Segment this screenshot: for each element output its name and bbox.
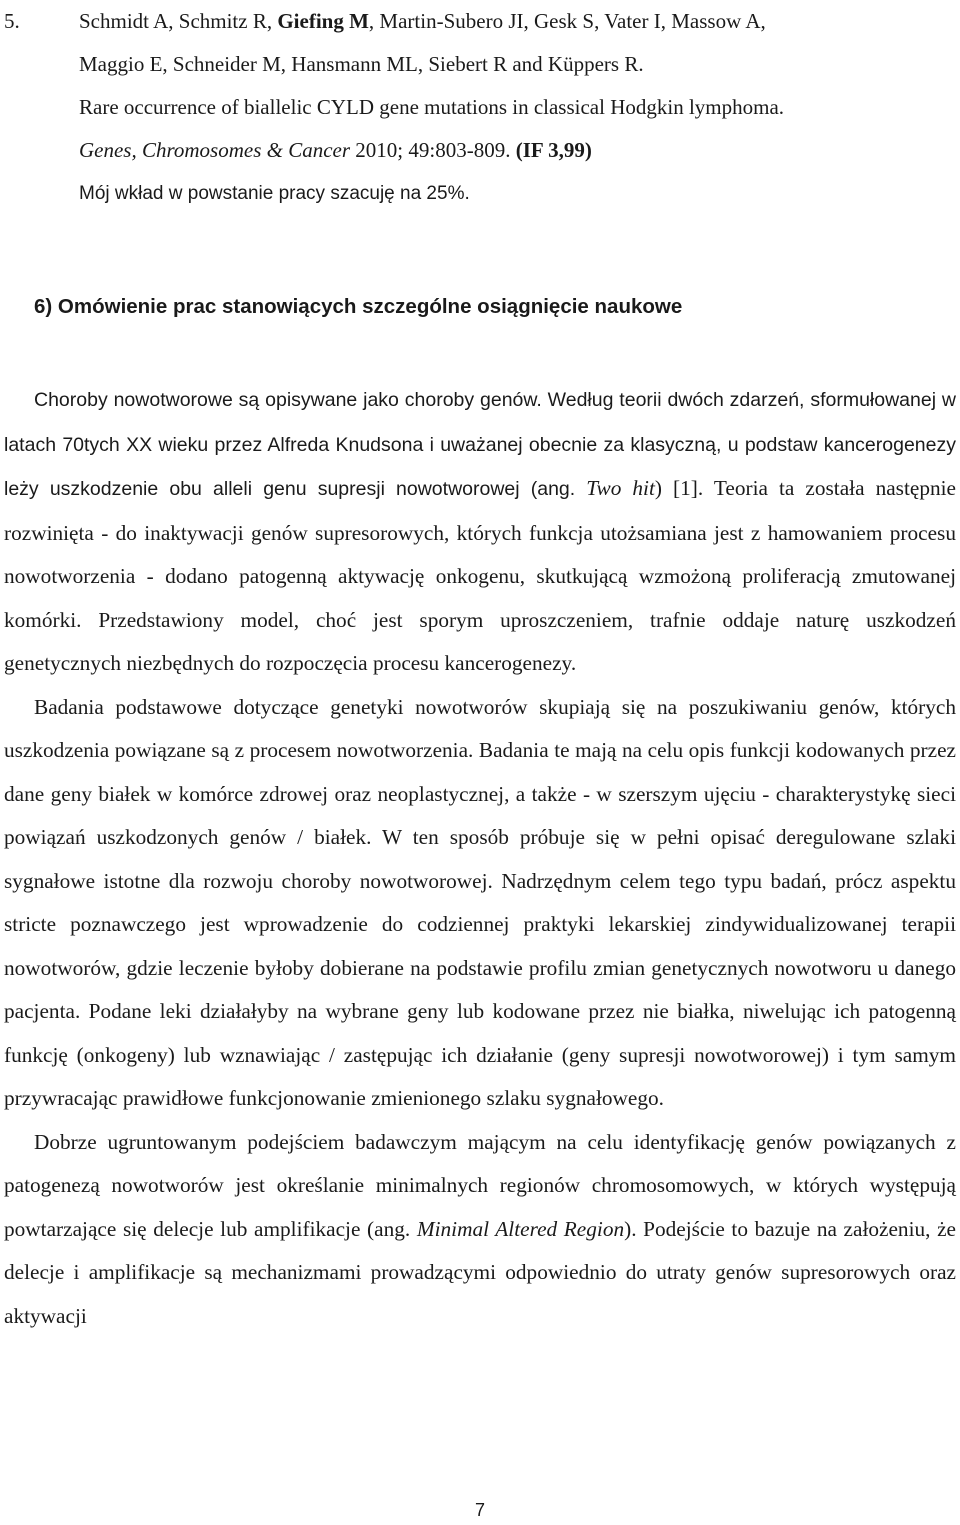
- paragraph-3-italic-term: Minimal Altered Region: [416, 1216, 625, 1241]
- paragraph-3-before-italic: Dobrze ugruntowanym podejściem badawczym mającym na celu identyfikację genów powiązanych z patogenezą nowotworów jest określanie minimalnych regionów chromosomowych, w których występują powtarzające się delecje lub amplifikacje (ang.: [4, 1129, 956, 1241]
- reference-impact-factor: (IF 3,99): [515, 138, 592, 162]
- reference-citation-line: [4, 129, 954, 172]
- reference-author-bold: Giefing M: [277, 9, 369, 33]
- reference-journal: Genes, Chromosomes & Cancer: [79, 138, 351, 162]
- paragraph-1: [4, 378, 956, 686]
- reference-number: 5.: [4, 9, 20, 33]
- reference-entry: [4, 0, 954, 215]
- reference-citation: 2010; 49:803-809.: [350, 138, 516, 162]
- reference-authors-before: Schmidt A, Schmitz R,: [79, 9, 278, 33]
- reference-authors-line1: [4, 0, 954, 43]
- section-heading: 6) Omówienie prac stanowiących szczególne osiągnięcie naukowe: [34, 295, 683, 318]
- paragraph-1-serif-part: Teoria ta została następnie rozwinięta - do inaktywacji genów supresorowych, których funkcja utożsamiana jest z hamowaniem procesu nowotworzenia - dodano patogenną aktywację onkogenu, skutkującą wzmożoną proliferacją zmutowanej komórki. Przedstawiony model, choć jest sporym uproszczeniem, trafnie oddaje naturę uszkodzeń genetycznych niezbędnych do rozpoczęcia procesu kancerogenezy.: [4, 476, 957, 675]
- reference-title: Rare occurrence of biallelic CYLD gene mutations in classical Hodgkin lymphoma.: [79, 95, 785, 119]
- paragraph-2: Badania podstawowe dotyczące genetyki nowotworów skupiają się na poszukiwaniu genów, których uszkodzenia powiązane są z procesem nowotworzenia. Badania te mają na celu opis funkcji kodowanych przez dane geny białek w komórce zdrowej oraz neoplastycznej, a także - w szerszym ujęciu - charakterystykę sieci powiązań uszkodzonych genów / białek. W ten sposób próbuje się w pełni opisać deregulowane szlaki sygnałowe istotne dla rozwoju choroby nowotworowej. Nadrzędnym celem tego typu badań, prócz aspektu stricte poznawczego jest wprowadzenie do codziennej praktyki lekarskiej zindywidualizowanej terapii nowotworów, gdzie leczenie byłoby dobierane na podstawie profilu zmian genetycznych nowotworu u danego pacjenta. Podane leki działałyby na wybrane geny lub kodowane przez nie białka, niwelując ich patogenną funkcję (onkogeny) lub wznawiając / zastępując ich działanie (geny supresji nowotworowej) i tym samym przywracając prawidłowe funkcjonowanie zmienionego szlaku sygnałowego.: [4, 694, 956, 1110]
- reference-contribution: Mój wkład w powstanie pracy szacuję na 25%.: [79, 183, 470, 204]
- reference-authors-after: , Martin-Subero JI, Gesk S, Vater I, Massow A,: [368, 9, 766, 33]
- reference-authors-line2: Maggio E, Schneider M, Hansmann ML, Siebert R and Küppers R.: [79, 52, 644, 76]
- body-text: [4, 378, 956, 1338]
- paragraph-3: [4, 1121, 956, 1339]
- paragraph-1-sans-part: Choroby nowotworowe są opisywane jako choroby genów. Według teorii dwóch zdarzeń, sformułowanej w latach 70tych XX wieku przez Alfreda Knudsona i uważanej obecnie za klasyczną, u podstaw kancerogenezy leży uszkodzenie obu alleli genu supresji nowotworowej (ang.: [4, 389, 956, 500]
- paragraph-1-italic-term: Two hit: [586, 476, 655, 500]
- paragraph-1-after-italic: ) [1].: [654, 476, 714, 500]
- page-number: 7: [474, 1500, 485, 1520]
- paragraph-3-after-italic: ). Podejście to bazuje na założeniu, że delecje i amplifikacje są mechanizmami prowadzącymi odpowiednio do utraty genów supresorowych oraz aktywacji: [4, 1216, 956, 1328]
